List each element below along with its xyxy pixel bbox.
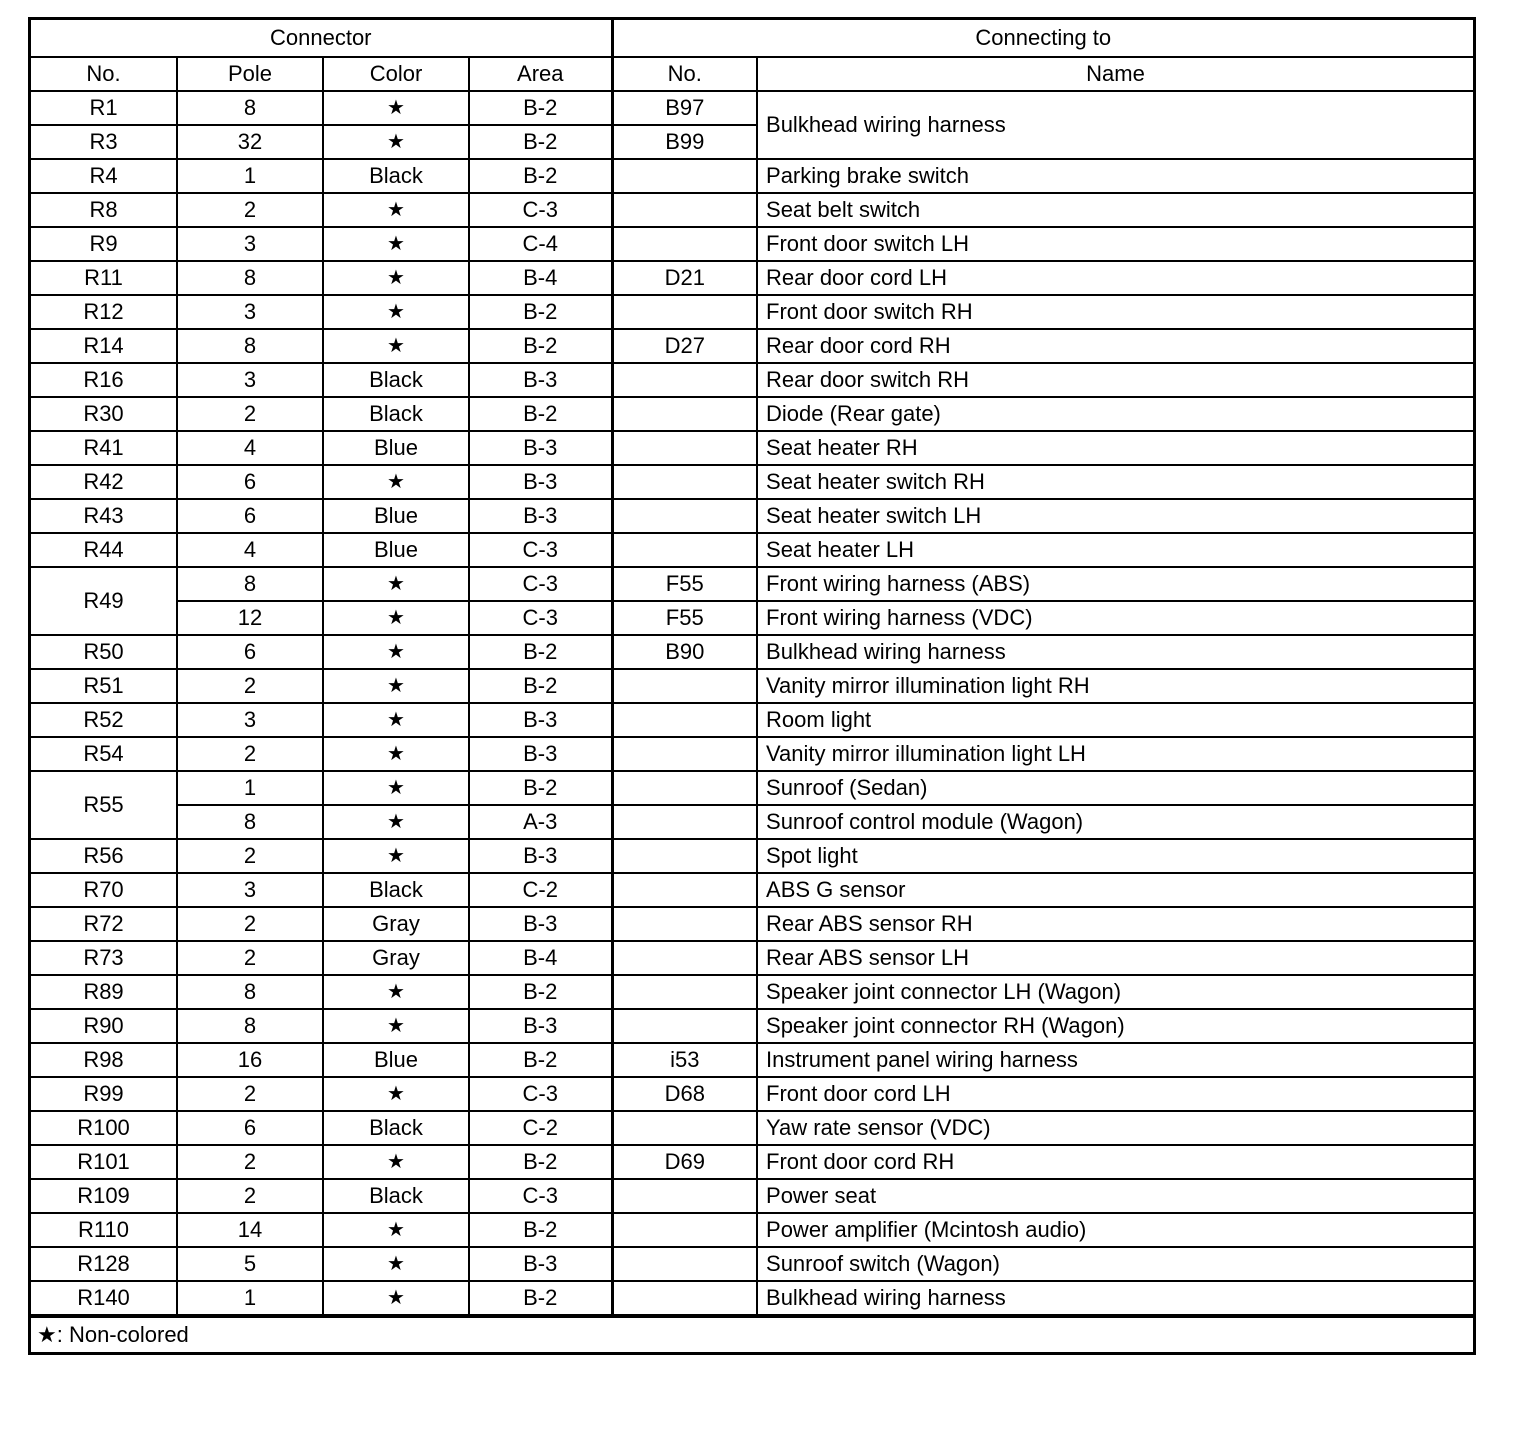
table-row (31, 941, 1473, 975)
cell-color: ★ (323, 1077, 469, 1111)
table-row (31, 737, 1473, 771)
table-row (31, 533, 1473, 567)
cell-color: ★ (323, 125, 469, 159)
cell-area: B-3 (469, 839, 612, 873)
table-row (31, 1009, 1473, 1043)
cell-name: Vanity mirror illumination light LH (757, 737, 1473, 771)
cell-area: B-3 (469, 363, 612, 397)
cell-name: Yaw rate sensor (VDC) (757, 1111, 1473, 1145)
cell-area: C-3 (469, 567, 612, 601)
cell-connector-no: R41 (31, 431, 177, 465)
cell-connecting-no (612, 771, 757, 805)
table-row (31, 193, 1473, 227)
table-row (31, 975, 1473, 1009)
cell-connecting-no (612, 533, 757, 567)
cell-area: B-3 (469, 907, 612, 941)
cell-connector-no: R56 (31, 839, 177, 873)
cell-name: ABS G sensor (757, 873, 1473, 907)
cell-name: Sunroof control module (Wagon) (757, 805, 1473, 839)
cell-connecting-no (612, 1179, 757, 1213)
cell-area: B-3 (469, 737, 612, 771)
cell-connector-no: R70 (31, 873, 177, 907)
cell-color: Blue (323, 499, 469, 533)
cell-area: C-3 (469, 1077, 612, 1111)
cell-name: Rear door cord LH (757, 261, 1473, 295)
cell-connector-no: R50 (31, 635, 177, 669)
cell-connector-no: R44 (31, 533, 177, 567)
cell-connector-no: R109 (31, 1179, 177, 1213)
cell-area: B-3 (469, 1009, 612, 1043)
table-row (31, 499, 1473, 533)
table-row (31, 329, 1473, 363)
cell-connecting-no (612, 975, 757, 1009)
cell-pole: 2 (177, 737, 323, 771)
cell-connecting-no (612, 907, 757, 941)
cell-area: C-2 (469, 1111, 612, 1145)
cell-connecting-no (612, 1281, 757, 1315)
cell-pole: 2 (177, 1077, 323, 1111)
cell-pole: 2 (177, 1179, 323, 1213)
cell-connecting-no (612, 805, 757, 839)
cell-color: ★ (323, 465, 469, 499)
cell-connector-no: R110 (31, 1213, 177, 1247)
cell-connector-no: R11 (31, 261, 177, 295)
cell-color: Black (323, 397, 469, 431)
connector-table-sheet (28, 17, 1476, 1355)
cell-connecting-no (612, 669, 757, 703)
cell-name: Power amplifier (Mcintosh audio) (757, 1213, 1473, 1247)
cell-pole: 1 (177, 159, 323, 193)
cell-name: Rear door cord RH (757, 329, 1473, 363)
table-row (31, 1281, 1473, 1315)
cell-area: B-2 (469, 1213, 612, 1247)
cell-name: Seat heater switch LH (757, 499, 1473, 533)
cell-color: ★ (323, 771, 469, 805)
cell-color: Blue (323, 431, 469, 465)
cell-name: Sunroof switch (Wagon) (757, 1247, 1473, 1281)
cell-name: Speaker joint connector RH (Wagon) (757, 1009, 1473, 1043)
table-row (31, 159, 1473, 193)
cell-connecting-no (612, 737, 757, 771)
table-row (31, 363, 1473, 397)
cell-pole: 4 (177, 533, 323, 567)
cell-area: B-2 (469, 771, 612, 805)
cell-name: Seat belt switch (757, 193, 1473, 227)
cell-connector-no: R43 (31, 499, 177, 533)
table-row (31, 465, 1473, 499)
cell-name: Instrument panel wiring harness (757, 1043, 1473, 1077)
cell-pole: 6 (177, 1111, 323, 1145)
cell-connector-no: R100 (31, 1111, 177, 1145)
table-row (31, 227, 1473, 261)
table-row (31, 669, 1473, 703)
cell-area: C-4 (469, 227, 612, 261)
cell-pole: 3 (177, 873, 323, 907)
cell-area: C-3 (469, 193, 612, 227)
table-row (31, 567, 1473, 601)
cell-connecting-no: i53 (612, 1043, 757, 1077)
cell-color: ★ (323, 975, 469, 1009)
cell-connector-no: R89 (31, 975, 177, 1009)
cell-connector-no: R99 (31, 1077, 177, 1111)
table-row (31, 261, 1473, 295)
cell-name: Room light (757, 703, 1473, 737)
cell-connector-no: R72 (31, 907, 177, 941)
col-header-color: Color (323, 57, 469, 91)
cell-name: Power seat (757, 1179, 1473, 1213)
table-row (31, 771, 1473, 805)
cell-connector-no: R140 (31, 1281, 177, 1315)
connector-table (31, 20, 1473, 1316)
cell-name: Seat heater LH (757, 533, 1473, 567)
cell-connector-no: R73 (31, 941, 177, 975)
cell-connecting-no: F55 (612, 567, 757, 601)
cell-color: Gray (323, 907, 469, 941)
cell-area: C-3 (469, 533, 612, 567)
cell-color: ★ (323, 261, 469, 295)
cell-color: ★ (323, 193, 469, 227)
cell-area: B-3 (469, 465, 612, 499)
cell-pole: 16 (177, 1043, 323, 1077)
cell-area: C-3 (469, 1179, 612, 1213)
cell-area: B-3 (469, 431, 612, 465)
cell-connector-no: R3 (31, 125, 177, 159)
table-row (31, 1111, 1473, 1145)
cell-color: ★ (323, 329, 469, 363)
cell-name: Rear ABS sensor LH (757, 941, 1473, 975)
cell-color: ★ (323, 227, 469, 261)
cell-color: Black (323, 363, 469, 397)
cell-name: Front door switch RH (757, 295, 1473, 329)
cell-area: C-2 (469, 873, 612, 907)
cell-pole: 32 (177, 125, 323, 159)
cell-area: B-2 (469, 159, 612, 193)
cell-pole: 8 (177, 1009, 323, 1043)
cell-pole: 2 (177, 941, 323, 975)
cell-connecting-no: B90 (612, 635, 757, 669)
cell-connecting-no: B99 (612, 125, 757, 159)
table-row (31, 805, 1473, 839)
cell-connector-no: R4 (31, 159, 177, 193)
cell-color: ★ (323, 805, 469, 839)
cell-connecting-no (612, 941, 757, 975)
cell-connecting-no (612, 193, 757, 227)
cell-color: Blue (323, 1043, 469, 1077)
cell-connector-no: R42 (31, 465, 177, 499)
cell-name: Bulkhead wiring harness (757, 1281, 1473, 1315)
cell-connector-no: R98 (31, 1043, 177, 1077)
cell-connecting-no (612, 1009, 757, 1043)
cell-color: ★ (323, 1009, 469, 1043)
cell-area: C-3 (469, 601, 612, 635)
cell-area: B-4 (469, 261, 612, 295)
cell-pole: 2 (177, 907, 323, 941)
cell-connector-no: R9 (31, 227, 177, 261)
cell-color: Black (323, 873, 469, 907)
cell-pole: 8 (177, 91, 323, 125)
cell-connecting-no: D68 (612, 1077, 757, 1111)
cell-area: B-2 (469, 397, 612, 431)
cell-color: ★ (323, 839, 469, 873)
cell-area: B-2 (469, 635, 612, 669)
cell-connecting-no (612, 1247, 757, 1281)
cell-pole: 2 (177, 669, 323, 703)
cell-name: Bulkhead wiring harness (757, 635, 1473, 669)
table-row (31, 601, 1473, 635)
cell-color: ★ (323, 567, 469, 601)
cell-pole: 2 (177, 1145, 323, 1179)
cell-area: B-2 (469, 125, 612, 159)
cell-connecting-no: D69 (612, 1145, 757, 1179)
cell-connector-no: R1 (31, 91, 177, 125)
cell-connector-no: R54 (31, 737, 177, 771)
cell-connector-no: R55 (31, 771, 177, 839)
cell-connector-no: R12 (31, 295, 177, 329)
col-header-to-no: No. (612, 57, 757, 91)
cell-name: Parking brake switch (757, 159, 1473, 193)
cell-name: Bulkhead wiring harness (757, 91, 1473, 159)
cell-area: B-2 (469, 1281, 612, 1315)
cell-color: ★ (323, 703, 469, 737)
cell-color: ★ (323, 1145, 469, 1179)
table-row (31, 839, 1473, 873)
cell-area: B-2 (469, 1043, 612, 1077)
group-header-row (31, 20, 1473, 57)
cell-name: Vanity mirror illumination light RH (757, 669, 1473, 703)
cell-pole: 8 (177, 805, 323, 839)
connector-rows (31, 91, 1473, 1315)
cell-area: B-2 (469, 295, 612, 329)
column-header-row (31, 57, 1473, 91)
cell-name: Front door cord LH (757, 1077, 1473, 1111)
cell-connecting-no (612, 1213, 757, 1247)
cell-area: B-2 (469, 329, 612, 363)
cell-pole: 5 (177, 1247, 323, 1281)
cell-pole: 6 (177, 465, 323, 499)
cell-color: Gray (323, 941, 469, 975)
cell-pole: 8 (177, 261, 323, 295)
cell-connector-no: R8 (31, 193, 177, 227)
cell-connecting-no (612, 159, 757, 193)
cell-connecting-no (612, 363, 757, 397)
cell-area: B-2 (469, 975, 612, 1009)
cell-connector-no: R90 (31, 1009, 177, 1043)
cell-name: Front door cord RH (757, 1145, 1473, 1179)
table-row (31, 1213, 1473, 1247)
col-header-name: Name (757, 57, 1473, 91)
cell-name: Diode (Rear gate) (757, 397, 1473, 431)
cell-color: Black (323, 159, 469, 193)
table-row (31, 295, 1473, 329)
table-row (31, 1043, 1473, 1077)
cell-pole: 3 (177, 227, 323, 261)
cell-name: Spot light (757, 839, 1473, 873)
cell-area: B-2 (469, 1145, 612, 1179)
connecting-to-group-header: Connecting to (612, 20, 1473, 57)
cell-color: ★ (323, 601, 469, 635)
cell-pole: 6 (177, 635, 323, 669)
cell-connector-no: R14 (31, 329, 177, 363)
cell-pole: 2 (177, 839, 323, 873)
cell-connecting-no: D21 (612, 261, 757, 295)
cell-pole: 2 (177, 193, 323, 227)
cell-connecting-no (612, 1111, 757, 1145)
table-row (31, 873, 1473, 907)
cell-connector-no: R52 (31, 703, 177, 737)
cell-area: B-3 (469, 499, 612, 533)
cell-color: ★ (323, 1247, 469, 1281)
cell-pole: 3 (177, 363, 323, 397)
cell-connecting-no (612, 465, 757, 499)
cell-connecting-no: F55 (612, 601, 757, 635)
cell-area: B-2 (469, 669, 612, 703)
table-row (31, 1247, 1473, 1281)
cell-pole: 1 (177, 771, 323, 805)
cell-connector-no: R128 (31, 1247, 177, 1281)
cell-name: Front wiring harness (ABS) (757, 567, 1473, 601)
cell-name: Front door switch LH (757, 227, 1473, 261)
cell-name: Speaker joint connector LH (Wagon) (757, 975, 1473, 1009)
cell-pole: 2 (177, 397, 323, 431)
col-header-no: No. (31, 57, 177, 91)
table-row (31, 397, 1473, 431)
footnote: ★: Non-colored (31, 1316, 1473, 1352)
cell-area: B-4 (469, 941, 612, 975)
table-row (31, 431, 1473, 465)
cell-pole: 3 (177, 295, 323, 329)
cell-pole: 14 (177, 1213, 323, 1247)
cell-connecting-no: B97 (612, 91, 757, 125)
cell-pole: 6 (177, 499, 323, 533)
cell-name: Sunroof (Sedan) (757, 771, 1473, 805)
cell-color: ★ (323, 635, 469, 669)
table-row (31, 1077, 1473, 1111)
cell-connector-no: R49 (31, 567, 177, 635)
cell-pole: 12 (177, 601, 323, 635)
cell-name: Rear ABS sensor RH (757, 907, 1473, 941)
cell-color: Black (323, 1179, 469, 1213)
cell-connecting-no (612, 227, 757, 261)
connector-group-header: Connector (31, 20, 612, 57)
cell-name: Rear door switch RH (757, 363, 1473, 397)
cell-color: ★ (323, 1213, 469, 1247)
cell-color: ★ (323, 91, 469, 125)
cell-area: A-3 (469, 805, 612, 839)
col-header-pole: Pole (177, 57, 323, 91)
cell-pole: 8 (177, 567, 323, 601)
cell-connector-no: R30 (31, 397, 177, 431)
cell-connecting-no: D27 (612, 329, 757, 363)
cell-color: ★ (323, 669, 469, 703)
cell-name: Seat heater switch RH (757, 465, 1473, 499)
table-row (31, 91, 1473, 125)
cell-connector-no: R51 (31, 669, 177, 703)
cell-connecting-no (612, 295, 757, 329)
cell-name: Seat heater RH (757, 431, 1473, 465)
cell-connector-no: R101 (31, 1145, 177, 1179)
cell-connecting-no (612, 839, 757, 873)
table-row (31, 1145, 1473, 1179)
cell-connecting-no (612, 499, 757, 533)
cell-connecting-no (612, 397, 757, 431)
cell-color: ★ (323, 295, 469, 329)
cell-pole: 8 (177, 329, 323, 363)
cell-connecting-no (612, 431, 757, 465)
cell-area: B-3 (469, 703, 612, 737)
cell-connector-no: R16 (31, 363, 177, 397)
table-row (31, 1179, 1473, 1213)
cell-color: ★ (323, 1281, 469, 1315)
cell-connecting-no (612, 873, 757, 907)
cell-pole: 8 (177, 975, 323, 1009)
cell-color: Blue (323, 533, 469, 567)
cell-pole: 1 (177, 1281, 323, 1315)
cell-color: Black (323, 1111, 469, 1145)
table-row (31, 907, 1473, 941)
table-row (31, 703, 1473, 737)
cell-color: ★ (323, 737, 469, 771)
cell-pole: 4 (177, 431, 323, 465)
cell-area: B-2 (469, 91, 612, 125)
cell-area: B-3 (469, 1247, 612, 1281)
col-header-area: Area (469, 57, 612, 91)
cell-name: Front wiring harness (VDC) (757, 601, 1473, 635)
table-row (31, 635, 1473, 669)
cell-connecting-no (612, 703, 757, 737)
cell-pole: 3 (177, 703, 323, 737)
